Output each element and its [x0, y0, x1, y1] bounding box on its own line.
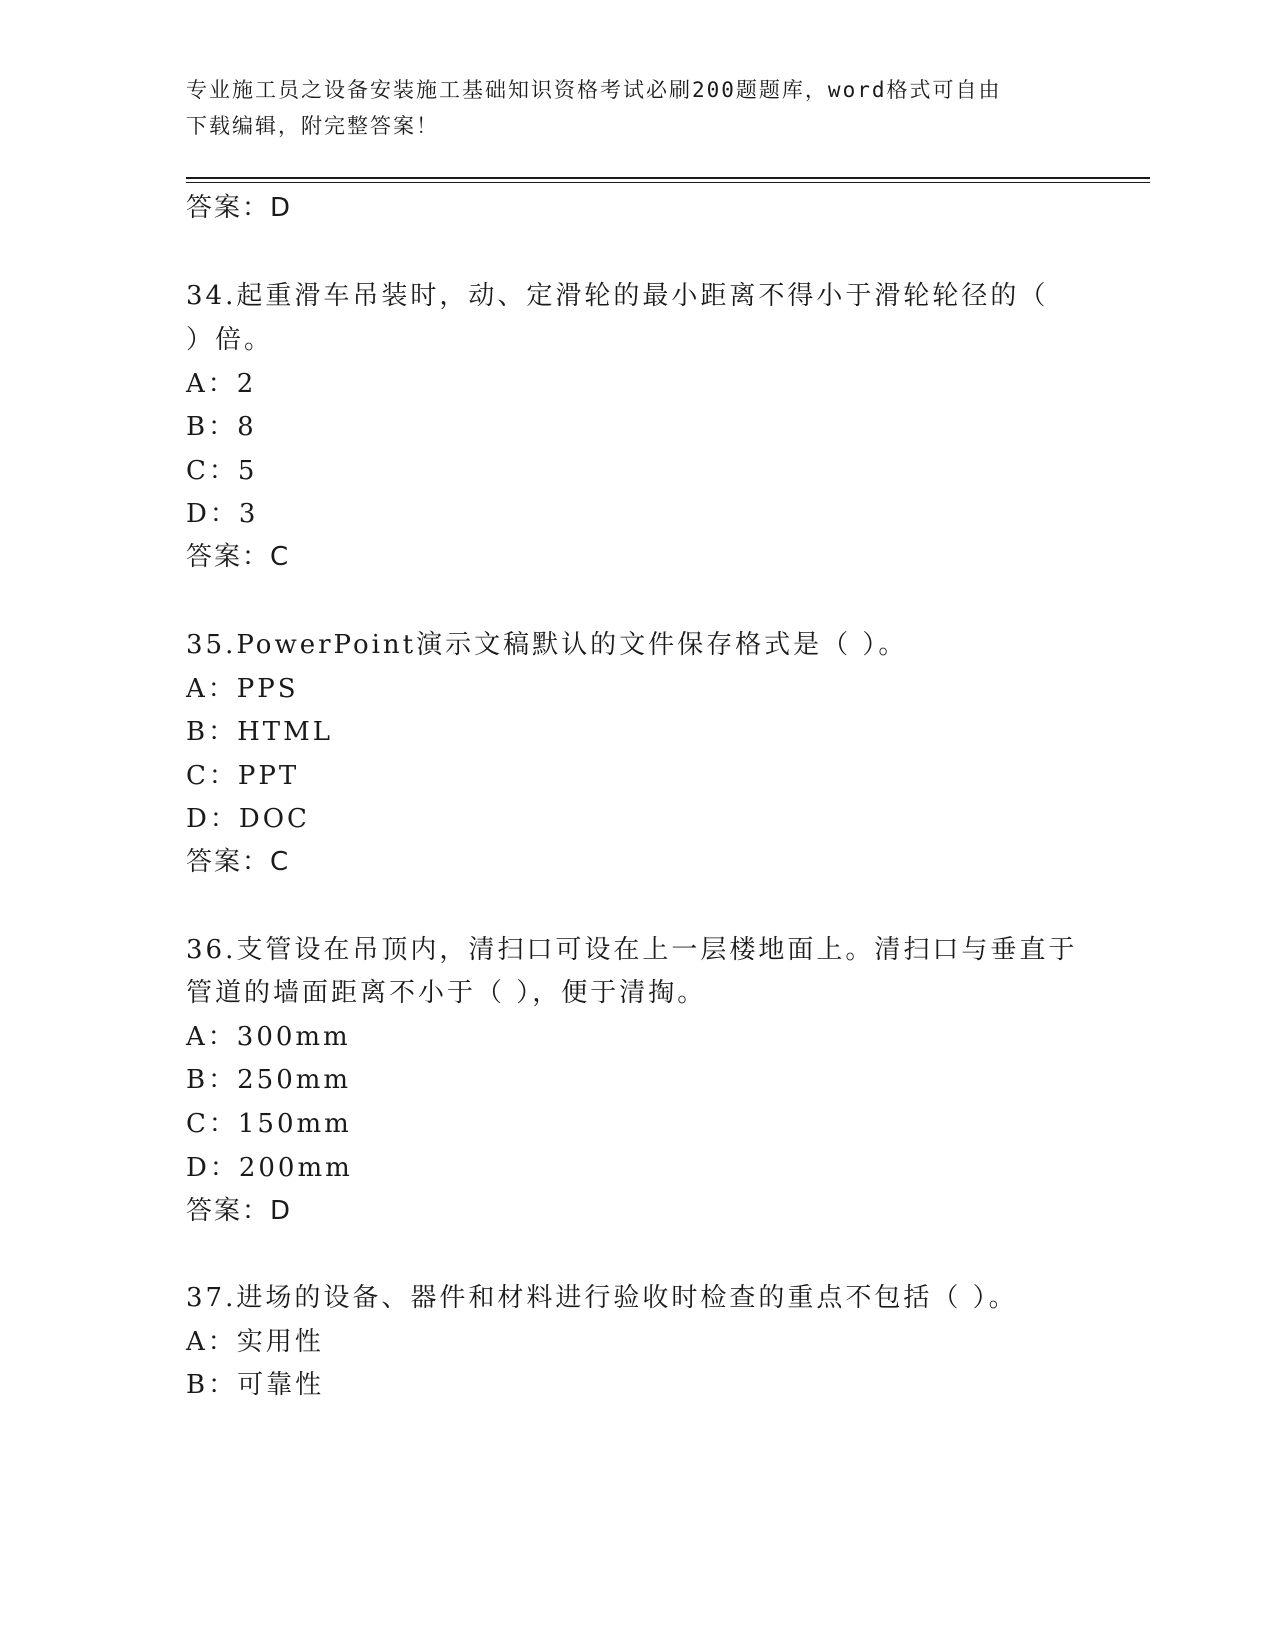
question-34-option-b: B：8 [186, 412, 257, 442]
question-34-option-c: C：5 [186, 456, 258, 486]
question-36-stem-line-2: 管道的墙面距离不小于（ ），便于清掏。 [186, 978, 707, 1008]
question-36-option-d: D：200mm [186, 1153, 353, 1183]
question-37-stem-line-1: 37.进场的设备、器件和材料进行验收时检查的重点不包括（ ）。 [186, 1283, 1018, 1313]
question-35-option-c: C：PPT [186, 761, 300, 791]
document-header [186, 72, 1066, 144]
question-37-option-b: B：可靠性 [186, 1370, 325, 1400]
question-34-option-a: A：2 [186, 369, 257, 399]
question-36-option-b: B：250mm [186, 1065, 352, 1095]
question-36-stem-line-1: 36.支管设在吊顶内，清扫口可设在上一层楼地面上。清扫口与垂直于 [186, 935, 1078, 965]
previous-answer: 答案：D [186, 193, 293, 223]
question-35-stem-line-1: 35.PowerPoint演示文稿默认的文件保存格式是（ ）。 [186, 630, 908, 660]
header-divider-thin [186, 182, 1150, 183]
question-36-answer: 答案：D [186, 1196, 293, 1226]
question-35-option-a: A：PPS [186, 674, 299, 704]
question-36-option-a: A：300mm [186, 1022, 351, 1052]
header-divider-thick [186, 177, 1150, 179]
question-36-option-c: C：150mm [186, 1109, 352, 1139]
question-35-option-d: D：DOC [186, 804, 310, 834]
question-35-option-b: B：HTML [186, 717, 334, 747]
question-34-stem-line-2: ）倍。 [186, 325, 274, 355]
question-34-answer: 答案：C [186, 542, 291, 572]
header-line-1: 专业施工员之设备安装施工基础知识资格考试必刷200题题库，word格式可自由 [186, 78, 1002, 102]
header-line-2: 下载编辑，附完整答案！ [186, 114, 439, 138]
question-35-answer: 答案：C [186, 847, 291, 877]
question-37-option-a: A：实用性 [186, 1327, 324, 1357]
question-34-option-d: D：3 [186, 499, 259, 529]
question-34-stem-line-1: 34.起重滑车吊装时，动、定滑轮的最小距离不得小于滑轮轮径的（ [186, 281, 1049, 311]
